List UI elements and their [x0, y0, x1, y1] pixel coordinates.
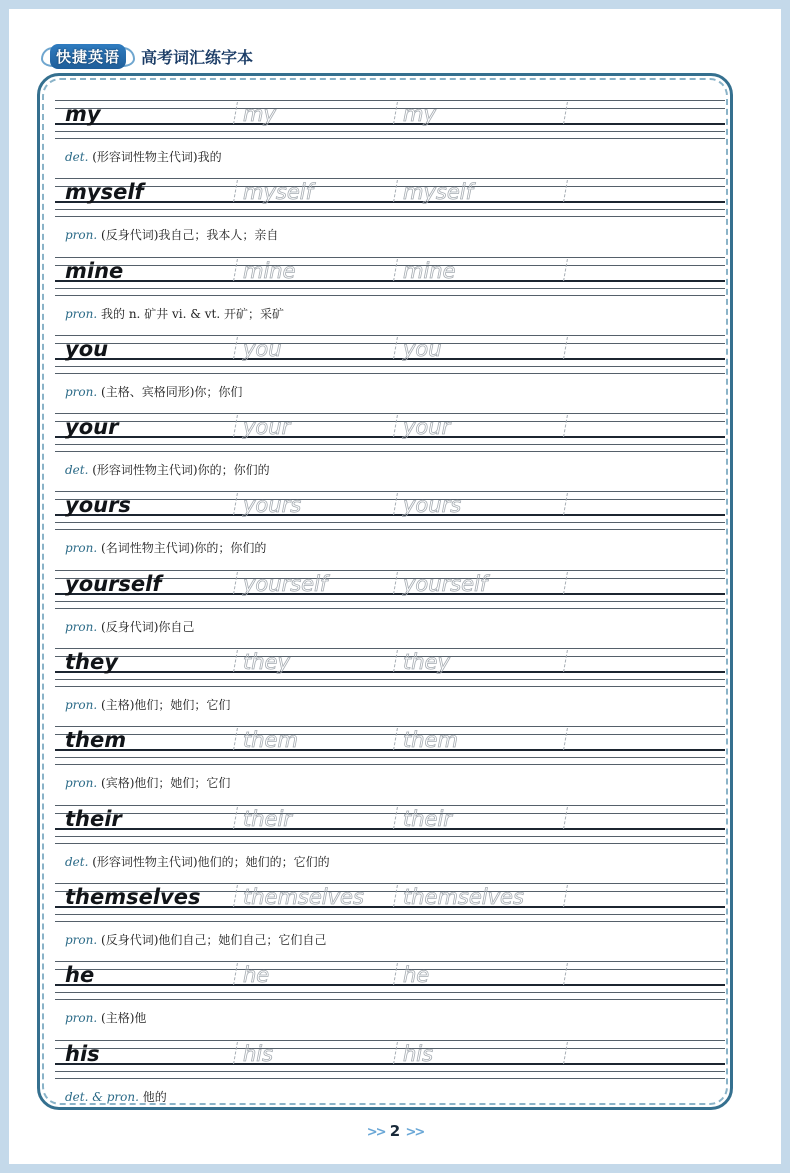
guide-line	[55, 491, 725, 492]
definition-text: (名词性物主代词)你的；你们的	[101, 541, 267, 556]
part-of-speech: det.	[65, 854, 89, 869]
guide-line	[55, 679, 725, 680]
trace-word: mine	[243, 258, 296, 283]
slant-guide	[233, 415, 239, 437]
guide-line	[55, 178, 725, 179]
vocab-entry	[55, 564, 725, 642]
definition-text: (形容词性物主代词)我的	[92, 150, 222, 164]
slant-guide	[393, 728, 399, 750]
slant-guide	[563, 963, 569, 985]
definition-text: (形容词性物主代词)你的；你们的	[92, 463, 270, 478]
slant-guide	[393, 102, 399, 124]
trace-word: they	[243, 650, 290, 675]
page-footer	[9, 1122, 781, 1140]
guide-line	[55, 343, 725, 344]
slant-guide	[563, 493, 569, 515]
baseline	[55, 358, 725, 360]
slant-guide	[233, 728, 239, 750]
slant-guide	[563, 102, 569, 124]
writing-guide-lines	[55, 94, 725, 142]
writing-guide-lines	[55, 485, 725, 533]
logo-text: 快捷英语	[50, 44, 126, 69]
definition-text: 他的	[142, 1089, 167, 1104]
guide-line	[55, 413, 725, 414]
vocab-word: them	[65, 728, 127, 753]
guide-line	[55, 757, 725, 758]
part-of-speech: pron.	[65, 932, 98, 947]
vocab-entry	[55, 407, 725, 485]
part-of-speech: pron.	[65, 776, 98, 791]
definition-text: (主格)他	[101, 1011, 147, 1026]
part-of-speech: pron.	[65, 384, 98, 399]
trace-word: he	[243, 963, 270, 988]
slant-guide	[393, 572, 399, 594]
trace-word: mine	[403, 258, 456, 283]
page-number: 2	[389, 1122, 401, 1140]
trace-word: they	[403, 650, 450, 675]
baseline	[55, 201, 725, 203]
baseline	[55, 123, 725, 125]
slant-guide	[393, 493, 399, 515]
definition-text: (反身代词)他们自己；她们自己；它们自己	[101, 932, 327, 947]
word-definition	[65, 696, 230, 713]
guide-line	[55, 265, 725, 266]
vocab-word: themselves	[65, 884, 201, 909]
slant-guide	[233, 885, 239, 907]
vocab-entry	[55, 329, 725, 407]
guide-line	[55, 138, 725, 139]
vocab-word: yourself	[65, 571, 162, 596]
writing-guide-lines	[55, 251, 725, 299]
part-of-speech: pron.	[65, 306, 98, 321]
guide-line	[55, 836, 725, 837]
workbook-page	[9, 9, 781, 1164]
slant-guide	[563, 1042, 569, 1064]
part-of-speech: pron.	[65, 228, 98, 243]
guide-line	[55, 499, 725, 500]
slant-guide	[393, 259, 399, 281]
guide-line	[55, 734, 725, 735]
trace-word: myself	[243, 180, 313, 205]
slant-guide	[563, 650, 569, 672]
baseline	[55, 1063, 725, 1065]
slant-guide	[563, 415, 569, 437]
guide-line	[55, 656, 725, 657]
writing-guide-lines	[55, 329, 725, 377]
vocab-entry	[55, 642, 725, 720]
guide-line	[55, 295, 725, 296]
vocab-word: my	[65, 102, 101, 126]
trace-word: his	[243, 1041, 274, 1066]
writing-guide-lines	[55, 407, 725, 455]
trace-word: he	[403, 963, 430, 988]
vocab-entry	[55, 955, 725, 1033]
slant-guide	[233, 572, 239, 594]
writing-guide-lines	[55, 799, 725, 847]
brand-logo	[45, 43, 131, 69]
guide-line	[55, 686, 725, 687]
writing-guide-lines	[55, 642, 725, 690]
slant-guide	[233, 650, 239, 672]
slant-guide	[233, 102, 239, 124]
trace-word: them	[403, 728, 458, 753]
trace-word: you	[243, 336, 282, 361]
vocab-entry	[55, 94, 725, 172]
definition-text: (主格、宾格同形)你；你们	[101, 384, 243, 399]
baseline	[55, 514, 725, 516]
guide-line	[55, 209, 725, 210]
part-of-speech: pron.	[65, 541, 98, 556]
word-definition	[65, 383, 242, 400]
slant-guide	[233, 180, 239, 202]
vocab-word: their	[65, 806, 122, 831]
guide-line	[55, 131, 725, 132]
writing-guide-lines	[55, 1034, 725, 1082]
trace-word: their	[243, 806, 292, 831]
guide-line	[55, 992, 725, 993]
vocab-word: myself	[65, 180, 144, 205]
part-of-speech: pron.	[65, 1011, 98, 1026]
trace-word: yourself	[403, 571, 488, 596]
word-definition	[65, 461, 270, 478]
guide-line	[55, 1040, 725, 1041]
trace-word: you	[403, 336, 442, 361]
baseline	[55, 984, 725, 986]
slant-guide	[233, 259, 239, 281]
word-definition	[65, 226, 278, 243]
guide-line	[55, 999, 725, 1000]
guide-line	[55, 726, 725, 727]
guide-line	[55, 914, 725, 915]
slant-guide	[233, 1042, 239, 1064]
vocab-word: your	[65, 415, 119, 440]
part-of-speech: pron.	[65, 698, 98, 713]
vocab-entry	[55, 251, 725, 329]
guide-line	[55, 1078, 725, 1079]
guide-line	[55, 608, 725, 609]
vocab-entry	[55, 172, 725, 250]
trace-word: your	[403, 415, 451, 440]
slant-guide	[563, 807, 569, 829]
slant-guide	[563, 337, 569, 359]
slant-guide	[233, 807, 239, 829]
guide-line	[55, 843, 725, 844]
definition-text: (反身代词)我自己；我本人；亲自	[101, 228, 279, 243]
trace-word: them	[243, 728, 298, 753]
baseline	[55, 671, 725, 673]
guide-line	[55, 186, 725, 187]
guide-line	[55, 764, 725, 765]
trace-word: his	[403, 1041, 434, 1066]
slant-guide	[563, 572, 569, 594]
guide-line	[55, 100, 725, 101]
trace-word: yourself	[243, 571, 328, 596]
word-definition	[65, 931, 326, 948]
vocab-word: he	[65, 963, 95, 988]
trace-word: myself	[403, 180, 473, 205]
definition-text: (形容词性物主代词)他们的；她们的；它们的	[92, 854, 330, 869]
slant-guide	[233, 337, 239, 359]
writing-guide-lines	[55, 720, 725, 768]
guide-line	[55, 373, 725, 374]
word-definition	[65, 1009, 146, 1026]
guide-line	[55, 529, 725, 530]
vocab-entry	[55, 1034, 725, 1112]
definition-text: 我的 n. 矿井 vi. & vt. 开矿；采矿	[101, 306, 284, 321]
slant-guide	[233, 493, 239, 515]
part-of-speech: det. & pron.	[65, 1089, 139, 1104]
guide-line	[55, 335, 725, 336]
trace-word: my	[243, 102, 276, 126]
word-definition	[65, 539, 266, 556]
trace-word: their	[403, 806, 452, 831]
vocab-word: you	[65, 336, 109, 361]
guide-line	[55, 601, 725, 602]
slant-guide	[393, 1042, 399, 1064]
slant-guide	[233, 963, 239, 985]
slant-guide	[393, 180, 399, 202]
guide-line	[55, 961, 725, 962]
slant-guide	[563, 728, 569, 750]
book-title: 高考词汇练字本	[141, 47, 254, 67]
vocab-word: yours	[65, 493, 131, 518]
guide-line	[55, 648, 725, 649]
definition-text: (反身代词)你自己	[101, 619, 195, 634]
vocab-entry	[55, 799, 725, 877]
arrow-left-icon: >>	[366, 1125, 385, 1140]
part-of-speech: det.	[65, 150, 89, 164]
slant-guide	[393, 885, 399, 907]
word-definition	[65, 774, 230, 791]
slant-guide	[563, 259, 569, 281]
part-of-speech: det.	[65, 463, 89, 478]
guide-line	[55, 1048, 725, 1049]
word-definition	[65, 1088, 167, 1105]
trace-word: themselves	[403, 884, 524, 909]
trace-word: your	[243, 415, 291, 440]
slant-guide	[393, 337, 399, 359]
slant-guide	[393, 650, 399, 672]
slant-guide	[563, 180, 569, 202]
definition-text: (宾格)他们；她们；它们	[101, 776, 231, 791]
baseline	[55, 749, 725, 751]
vocab-word: mine	[65, 258, 124, 283]
guide-line	[55, 366, 725, 367]
vocabulary-list	[55, 94, 725, 1112]
writing-guide-lines	[55, 955, 725, 1003]
baseline	[55, 280, 725, 282]
baseline	[55, 828, 725, 830]
word-definition	[65, 853, 330, 870]
guide-line	[55, 522, 725, 523]
word-definition	[65, 148, 222, 165]
guide-line	[55, 257, 725, 258]
vocab-entry	[55, 485, 725, 563]
slant-guide	[393, 415, 399, 437]
guide-line	[55, 805, 725, 806]
guide-line	[55, 969, 725, 970]
guide-line	[55, 421, 725, 422]
vocab-word: his	[65, 1041, 100, 1066]
trace-word: yours	[403, 493, 462, 518]
vocab-entry	[55, 877, 725, 955]
writing-guide-lines	[55, 172, 725, 220]
word-definition	[65, 618, 194, 635]
guide-line	[55, 1071, 725, 1072]
baseline	[55, 436, 725, 438]
slant-guide	[393, 963, 399, 985]
guide-line	[55, 451, 725, 452]
vocab-word: they	[65, 650, 118, 675]
trace-word: my	[403, 102, 436, 126]
definition-text: (主格)他们；她们；它们	[101, 698, 231, 713]
page-header	[45, 41, 253, 71]
guide-line	[55, 444, 725, 445]
word-definition	[65, 305, 284, 322]
guide-line	[55, 288, 725, 289]
guide-line	[55, 108, 725, 109]
slant-guide	[393, 807, 399, 829]
trace-word: themselves	[243, 884, 364, 909]
guide-line	[55, 921, 725, 922]
guide-line	[55, 216, 725, 217]
vocab-entry	[55, 720, 725, 798]
arrow-right-icon: >>	[405, 1125, 424, 1140]
guide-line	[55, 813, 725, 814]
trace-word: yours	[243, 493, 302, 518]
slant-guide	[563, 885, 569, 907]
part-of-speech: pron.	[65, 619, 98, 634]
